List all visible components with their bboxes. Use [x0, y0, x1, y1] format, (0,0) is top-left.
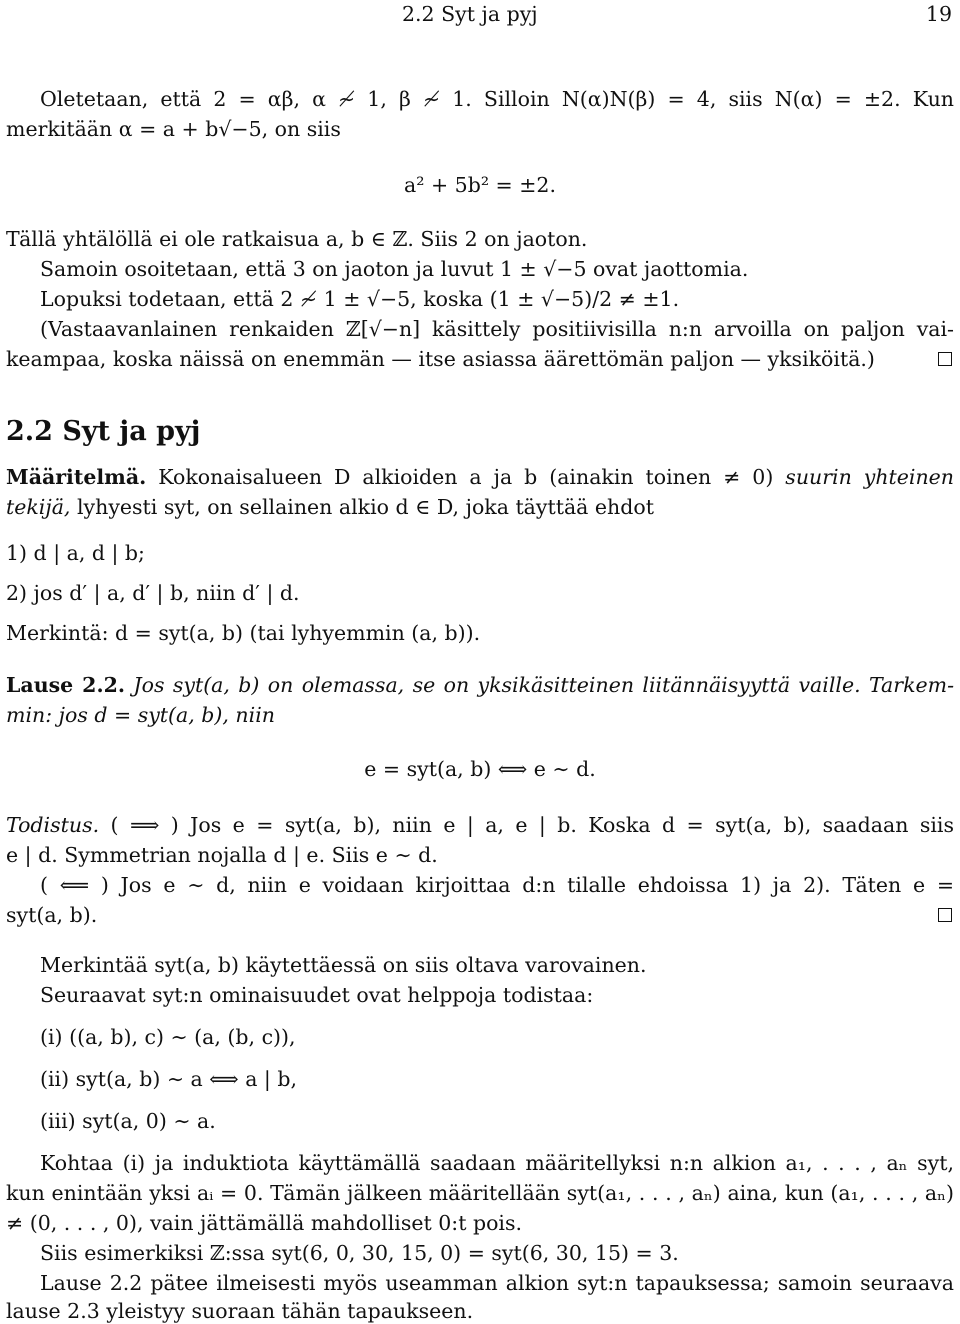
proof-line: syt(a, b).: [6, 903, 98, 927]
definition-line: [6, 464, 954, 490]
text-line: Samoin osoitetaan, että 3 on jaoton ja luvut 1 ± √−5 ovat jaottomia.: [40, 257, 749, 281]
text-line: Oletetaan, että 2 = αβ, α ≁ 1, β ≁ 1. Silloin N(α)N(β) = 4, siis N(α) = ±2. Kun: [40, 87, 954, 111]
defined-term: suurin yhteinen: [785, 465, 954, 489]
property-iii: (iii) syt(a, 0) ∼ a.: [40, 1109, 216, 1133]
definition-text: lyhyesti syt, on sellainen alkio d ∈ D, joka täyttää ehdot: [76, 495, 654, 519]
definition-line: [6, 494, 954, 520]
text-line: Lopuksi todetaan, että 2 ≁ 1 ± √−5, koska (1 ± √−5)/2 ≠ ±1.: [40, 287, 680, 311]
section-heading: 2.2 Syt ja pyj: [6, 416, 201, 447]
running-header-section: 2.2 Syt ja pyj: [402, 2, 538, 26]
proof-label: Todistus.: [6, 813, 100, 837]
text-line: merkitään α = a + b√−5, on siis: [6, 117, 341, 141]
lemma-line: min: jos d = syt(a, b), niin: [6, 703, 275, 727]
defined-term: tekijä,: [6, 495, 71, 519]
proof-line: ( ⟸ ) Jos e ∼ d, niin e voidaan kirjoittaa d:n tilalle ehdoissa 1) ja 2). Täten e =: [40, 873, 954, 897]
text-line: Seuraavat syt:n ominaisuudet ovat helppoja todistaa:: [40, 983, 594, 1007]
text-line: lause 2.3 yleistyy suoraan tähän tapaukseen.: [6, 1299, 474, 1323]
condition-1: 1) d | a, d | b;: [6, 541, 145, 565]
text-line: (Vastaavanlainen renkaiden ℤ[√−n] käsittely positiivisilla n:n arvoilla on paljon vai-: [40, 317, 954, 341]
display-equation: e = syt(a, b) ⟺ e ∼ d.: [364, 757, 596, 781]
proof-line: e | d. Symmetrian nojalla d | e. Siis e ∼ d.: [6, 843, 438, 867]
display-equation: a² + 5b² = ±2.: [404, 173, 556, 197]
qed-box: [938, 908, 952, 922]
text-line: Merkintää syt(a, b) käytettäessä on siis oltava varovainen.: [40, 953, 647, 977]
proof-line: [6, 812, 954, 838]
text-line: Siis esimerkiksi ℤ:ssa syt(6, 0, 30, 15, 0) = syt(6, 30, 15) = 3.: [40, 1241, 679, 1265]
text-line: keampaa, koska näissä on enemmän — itse asiassa äärettömän paljon — yksiköitä.): [6, 347, 875, 371]
qed-box: [938, 352, 952, 366]
page-number: 19: [925, 2, 952, 26]
text-line: Kohtaa (i) ja induktiota käyttämällä saadaan määritellyksi n:n alkion a₁, . . . , aₙ syt,: [40, 1151, 954, 1175]
definition-text: Kokonaisalueen D alkioiden a ja b (ainakin toinen ≠ 0): [158, 465, 774, 489]
property-i: (i) ((a, b), c) ∼ (a, (b, c)),: [40, 1025, 296, 1049]
lemma-text: Jos syt(a, b) on olemassa, se on yksikäsitteinen liitännäisyyttä vaille. Tarkem-: [133, 673, 955, 697]
property-ii: (ii) syt(a, b) ∼ a ⟺ a | b,: [40, 1067, 297, 1091]
notation-line: Merkintä: d = syt(a, b) (tai lyhyemmin (a, b)).: [6, 621, 481, 645]
proof-text: ( ⟹ ) Jos e = syt(a, b), niin e | a, e | b. Koska d = syt(a, b), saadaan siis: [110, 813, 954, 837]
text-line: Lause 2.2 pätee ilmeisesti myös useamman alkion syt:n tapauksessa; samoin seuraava: [40, 1271, 954, 1295]
text-line: kun enintään yksi aᵢ = 0. Tämän jälkeen määritellään syt(a₁, . . . , aₙ) aina, kun (a₁, . . . , aₙ): [6, 1181, 954, 1205]
text-line: Tällä yhtälöllä ei ole ratkaisua a, b ∈ ℤ. Siis 2 on jaoton.: [6, 227, 588, 251]
definition-label: Määritelmä.: [6, 465, 147, 489]
text-line: ≠ (0, . . . , 0), vain jättämällä mahdolliset 0:t pois.: [6, 1211, 523, 1235]
lemma-line: [6, 672, 954, 698]
condition-2: 2) jos d′ | a, d′ | b, niin d′ | d.: [6, 581, 300, 605]
lemma-label: Lause 2.2.: [6, 673, 125, 697]
